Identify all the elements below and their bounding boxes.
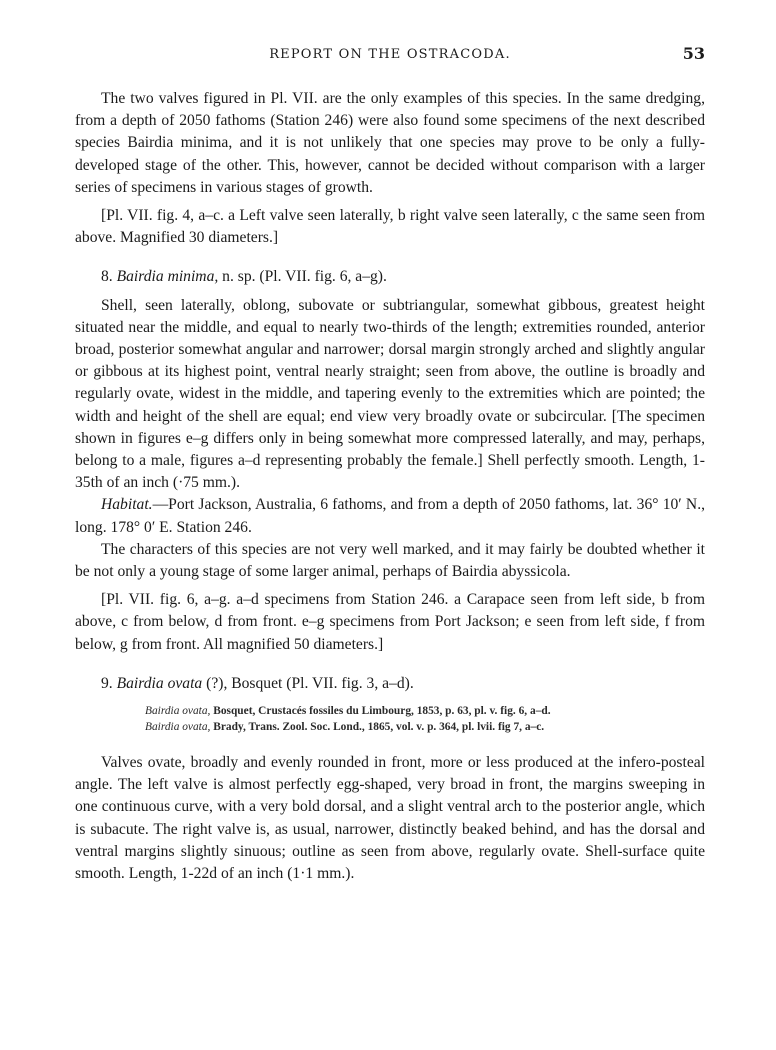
species-description: Valves ovate, broadly and evenly rounded in front, more or less produced at the infero-posteal angle. The left valve is almost perfectly egg-shaped, very broad in front, the margins sweeping in one continuous curve, with a very bold dorsal, and a slight ventral arch to the posterior angle, which is subacute. The right valve is, as usual, narrower, distinctly beaked behind, and has the dorsal and ventral margins slightly sinuous; outline as seen from above, regularly ovate. Shell-surface quite smooth. Length, 1-22d of an inch (1·1 mm.).	[75, 754, 705, 883]
figure-caption-fig4: [Pl. VII. fig. 4, a–c. a Left valve seen laterally, b right valve seen laterally, c the same seen from above. Magnified 30 diameters.]	[75, 207, 705, 247]
page-number: 53	[682, 44, 705, 63]
species-description: Shell, seen laterally, oblong, subovate or subtriangular, somewhat gibbous, greatest height situated near the middle, and equal to nearly two-thirds of the length; extremities rounded, anterior broad, posterior somewhat angular and narrower; dorsal margin strongly arched and slightly angular or gibbous at its highest point, ventral nearly straight; seen from above, the outline is broadly and regularly ovate, widest in the middle, and tapering evenly to the extremities which are pointed; the width and height of the shell are equal; end view very broadly ovate or subcircular. [The specimen shown in figures e–g differs only in being somewhat more compressed laterally, and may, perhaps, belong to a male, figures a–d representing probably the female.] Shell perfectly smooth. Length, 1-35th of an inch (·75 mm.).	[75, 296, 705, 492]
species-remarks: The characters of this species are not very well marked, and it may fairly be doubted whether it be not only a young stage of some larger animal, perhaps of Bairdia abyssicola.	[75, 540, 705, 581]
species-heading-rest: n. sp. (Pl. VII. fig. 6, a–g).	[218, 268, 387, 286]
figure-caption-fig6: [Pl. VII. fig. 6, a–g. a–d specimens from Station 246. a Carapace seen from left side, b from above, c from below, d from front. e–g specimens from Port Jackson; e seen from left side, f from below, g from front. All magnified 50 diameters.]	[75, 591, 705, 653]
habitat-label: Habitat.	[101, 496, 153, 514]
synonymy-references	[75, 703, 705, 735]
species-name: Bairdia minima,	[116, 268, 219, 286]
species-number: 9.	[101, 674, 113, 692]
species-name: Bairdia ovata	[116, 674, 203, 692]
running-title: REPORT ON THE OSTRACODA.	[269, 47, 511, 62]
species-heading-rest: (?), Bosquet (Pl. VII. fig. 3, a–d).	[202, 674, 414, 692]
paragraph-intro: The two valves figured in Pl. VII. are the only examples of this species. In the same dredging, from a depth of 2050 fathoms (Station 246) were also found some specimens of the next described species Bairdia minima, and it is not unlikely that one species may prove to be only a fully-developed stage of the other. This, however, cannot be decided without comparison with a larger series of specimens in various stages of growth.	[75, 90, 705, 196]
reference-line	[145, 703, 705, 719]
species-heading-8	[75, 266, 705, 288]
running-head	[75, 44, 705, 66]
reference-line	[145, 719, 705, 735]
reference-name: Bairdia ovata,	[145, 705, 211, 718]
body-text	[75, 88, 705, 885]
reference-name: Bairdia ovata,	[145, 721, 211, 734]
species-heading-9	[75, 673, 705, 695]
reference-text: Brady, Trans. Zool. Soc. Lond., 1865, vol. v. p. 364, pl. lvii. fig 7, a–c.	[210, 721, 545, 734]
habitat-paragraph	[75, 494, 705, 538]
species-number: 8.	[101, 268, 113, 286]
habitat-text: —Port Jackson, Australia, 6 fathoms, and from a depth of 2050 fathoms, lat. 36° 10′ N., long. 178° 0′ E. Station 246.	[75, 496, 705, 536]
reference-text: Bosquet, Crustacés fossiles du Limbourg, 1853, p. 63, pl. v. fig. 6, a–d.	[210, 705, 551, 718]
